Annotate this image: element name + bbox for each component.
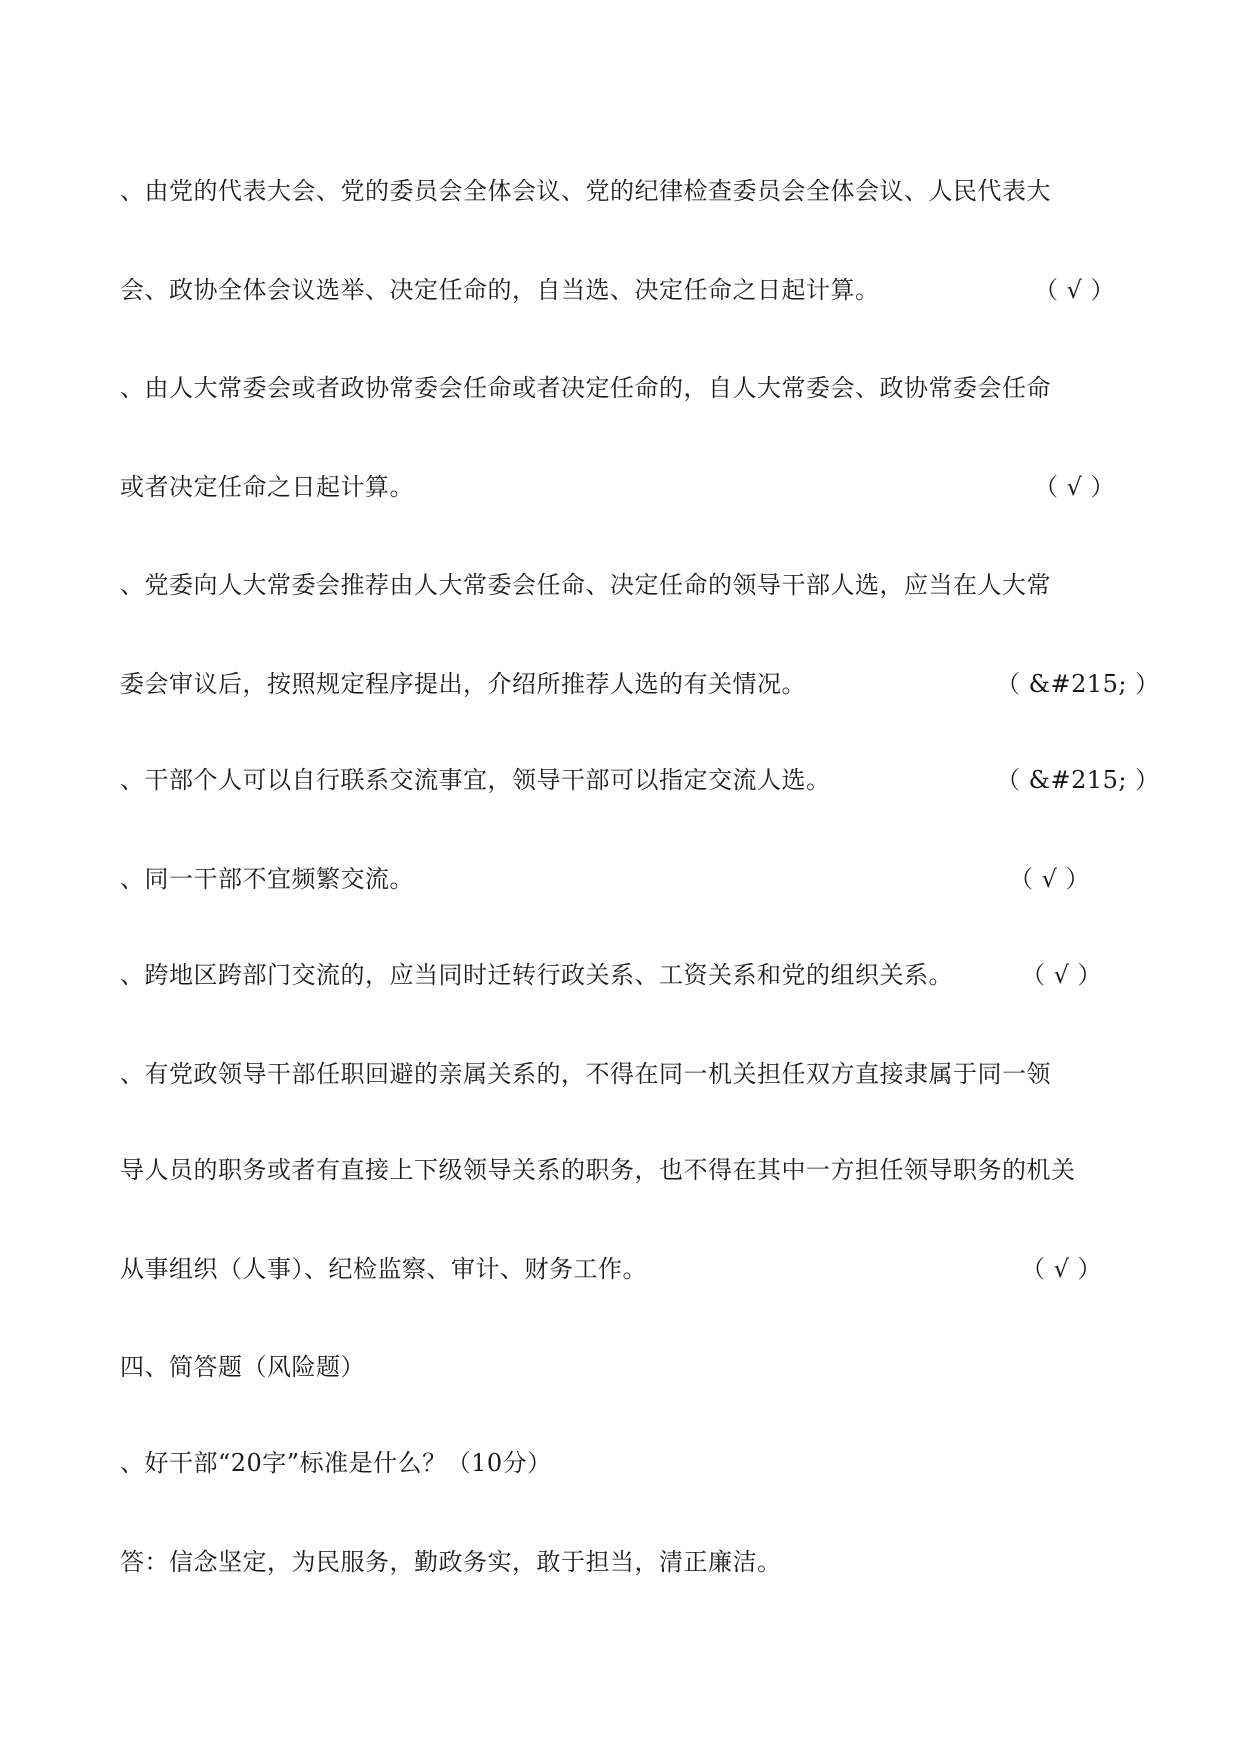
question-line-2: 会、政协全体会议选举、决定任命的，自当选、决定任命之日起计算。 bbox=[120, 276, 880, 304]
question-line-9: 、跨地区跨部门交流的，应当同时迁转行政关系、工资关系和党的组织关系。 bbox=[120, 961, 953, 989]
question-line-1: 、由党的代表大会、党的委员会全体会议、党的纪律检查委员会全体会议、人民代表大 bbox=[120, 177, 1051, 205]
question-line-8: 、同一干部不宜频繁交流。 bbox=[120, 865, 414, 893]
question-line-3: 、由人大常委会或者政协常委会任命或者决定任命的，自人大常委会、政协常委会任命 bbox=[120, 374, 1051, 402]
question-line-6: 委会审议后，按照规定程序提出，介绍所推荐人选的有关情况。 bbox=[120, 670, 806, 698]
question-line-12: 从事组织（人事）、纪检监察、审计、财务工作。 bbox=[120, 1255, 647, 1283]
answer-line: 答：信念坚定，为民服务，勤政务实，敢于担当，清正廉洁。 bbox=[120, 1548, 782, 1576]
answer-mark-2: （ √ ） bbox=[1034, 473, 1116, 501]
answer-mark-1: （ √ ） bbox=[1034, 276, 1116, 304]
question-line-7: 、干部个人可以自行联系交流事宜，领导干部可以指定交流人选。 bbox=[120, 766, 831, 794]
question-line-11: 导人员的职务或者有直接上下级领导关系的职务，也不得在其中一方担任领导职务的机关 bbox=[120, 1156, 1076, 1184]
answer-mark-6: （ √ ） bbox=[1021, 961, 1103, 989]
question-line-5: 、党委向人大常委会推荐由人大常委会任命、决定任命的领导干部人选，应当在人大常 bbox=[120, 571, 1051, 599]
question-line-13: 、好干部“20字”标准是什么？（10分） bbox=[120, 1449, 552, 1477]
question-line-10: 、有党政领导干部任职回避的亲属关系的，不得在同一机关担任双方直接隶属于同一领 bbox=[120, 1060, 1051, 1088]
answer-mark-4: （ &#215; ） bbox=[996, 766, 1160, 794]
answer-mark-3: （ &#215; ） bbox=[996, 670, 1160, 698]
section-heading: 四、简答题（风险题） bbox=[120, 1353, 365, 1381]
question-line-4: 或者决定任命之日起计算。 bbox=[120, 473, 414, 501]
answer-mark-5: （ √ ） bbox=[1009, 865, 1091, 893]
answer-mark-7: （ √ ） bbox=[1021, 1255, 1103, 1283]
